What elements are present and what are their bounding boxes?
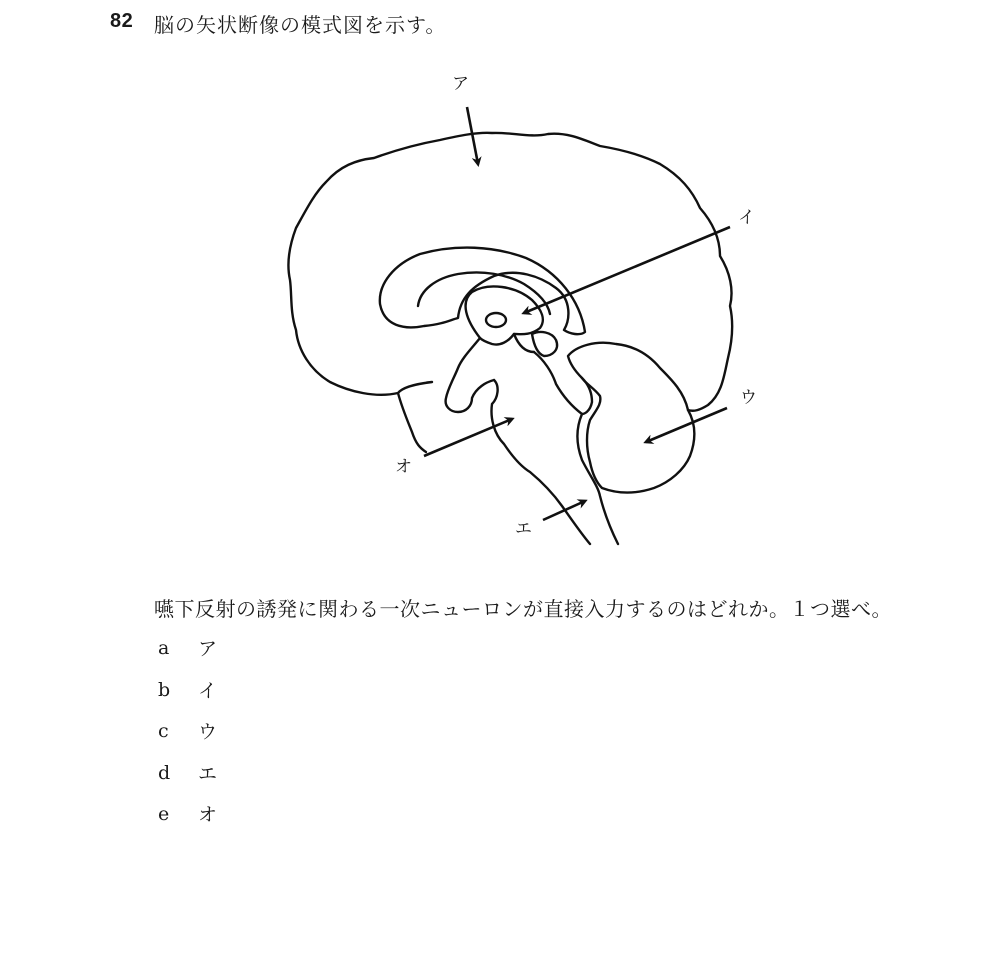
question-number: 82 [110,10,134,32]
choice-answer: イ [198,680,218,702]
choice-letter: e [158,802,170,825]
choice-letter: d [158,761,171,784]
arrow-i [524,227,730,313]
label-u: ウ [740,388,757,408]
choice-letter: c [158,719,169,742]
choice-d[interactable] [158,759,217,786]
label-a: ア [452,74,469,94]
arrow-e [543,501,585,520]
label-o: オ [395,457,412,477]
choice-b[interactable] [158,676,217,703]
question-intro: 脳の矢状断像の模式図を示す。 [154,13,447,37]
label-i: イ [738,208,755,228]
choice-e[interactable] [158,800,217,827]
corpus-callosum [380,248,585,335]
question-text: 嚥下反射の誘発に関わる一次ニューロンが直接入力するのはどれか。１つ選べ。 [154,597,892,621]
choice-c[interactable] [158,717,217,744]
arrow-u [646,408,727,442]
brainstem [492,380,591,544]
choice-answer: オ [198,804,218,826]
choice-letter: b [158,678,171,701]
choice-answer: ア [198,638,218,660]
choice-letter: a [158,636,170,659]
choice-a[interactable] [158,634,217,661]
label-e: エ [515,519,532,539]
choice-answer: ウ [198,721,218,743]
choice-answer: エ [198,763,218,785]
